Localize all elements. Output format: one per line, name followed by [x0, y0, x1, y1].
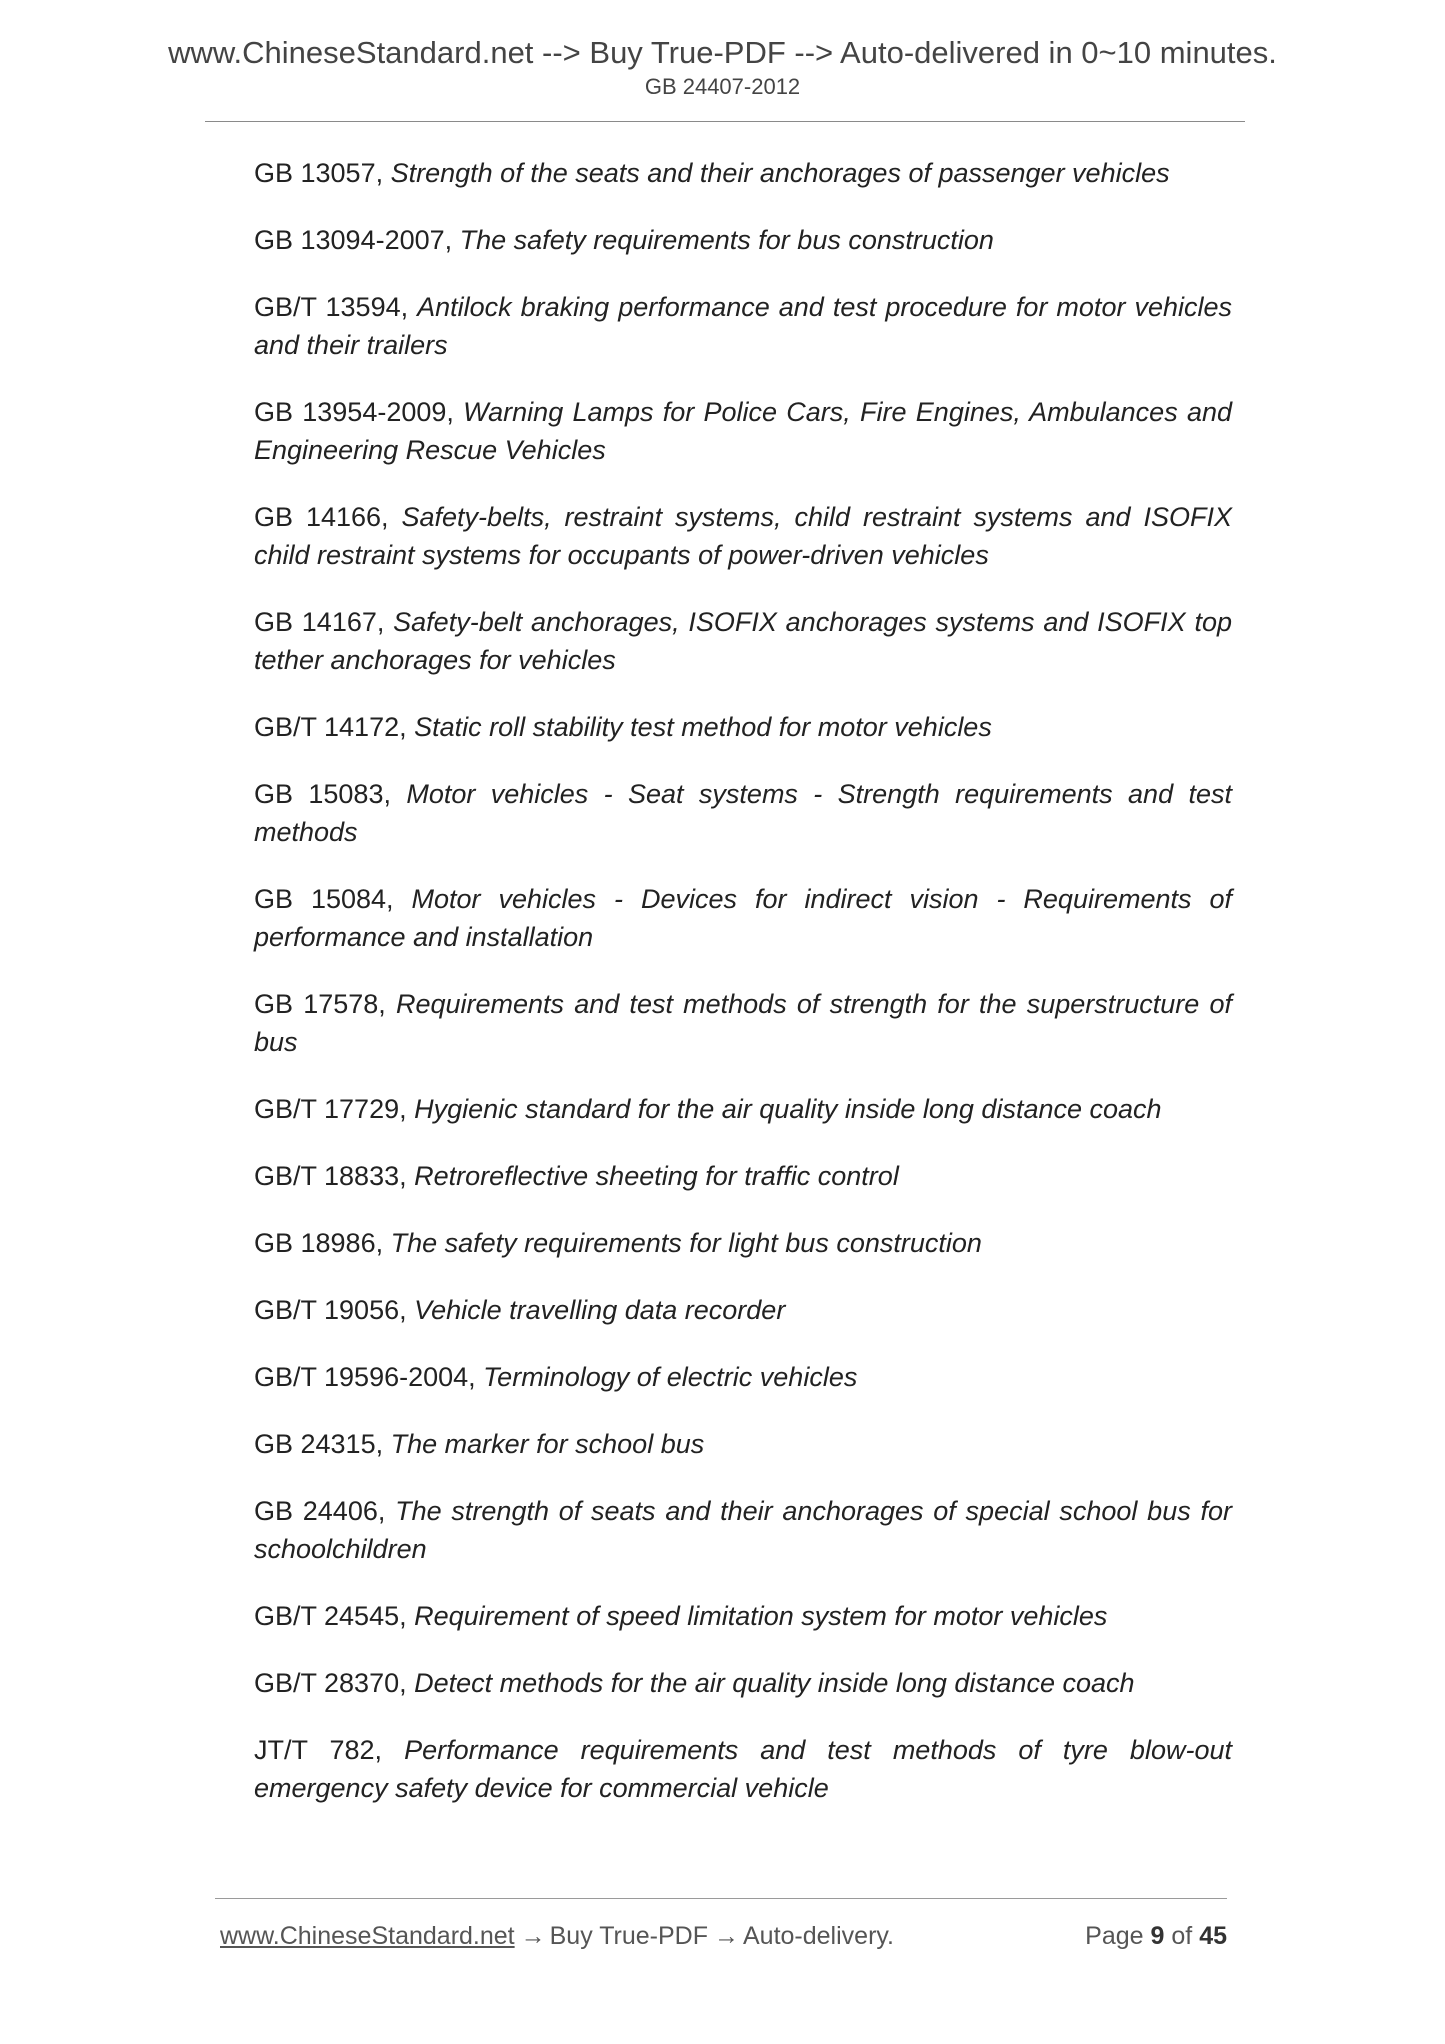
reference-code: GB/T 24545,: [254, 1601, 415, 1631]
reference-title: Performance requirements and test methods of tyre blow-out emergency safety device for commercial vehicle: [254, 1735, 1232, 1803]
reference-item: [254, 880, 1232, 956]
reference-title: Vehicle travelling data recorder: [414, 1295, 786, 1325]
page-header: [0, 34, 1445, 101]
reference-code: GB 13094-2007,: [254, 225, 460, 255]
reference-item: [254, 1224, 1232, 1262]
arrow-right-icon: →: [520, 1922, 546, 1950]
reference-code: GB/T 18833,: [254, 1161, 415, 1191]
reference-item: [254, 603, 1232, 679]
reference-code: GB 24315,: [254, 1429, 391, 1459]
reference-title: Requirement of speed limitation system for motor vehicles: [414, 1601, 1108, 1631]
reference-title: Antilock braking performance and test procedure for motor vehicles and their trailers: [254, 292, 1232, 360]
reference-code: GB 14166,: [254, 502, 402, 532]
reference-item: [254, 498, 1232, 574]
page-number: [1085, 1918, 1227, 1954]
reference-title: Hygienic standard for the air quality inside long distance coach: [414, 1094, 1162, 1124]
reference-item: [254, 1090, 1232, 1128]
reference-item: [254, 708, 1232, 746]
reference-title: Retroreflective sheeting for traffic control: [414, 1161, 899, 1191]
reference-code: GB/T 14172,: [254, 712, 415, 742]
reference-item: [254, 1664, 1232, 1702]
reference-title: Detect methods for the air quality inside long distance coach: [414, 1668, 1135, 1698]
reference-title: The marker for school bus: [390, 1429, 705, 1459]
reference-code: GB 15083,: [254, 779, 407, 809]
reference-item: [254, 1597, 1232, 1635]
reference-code: GB 18986,: [254, 1228, 391, 1258]
reference-title: The safety requirements for light bus construction: [390, 1228, 982, 1258]
reference-code: GB/T 28370,: [254, 1668, 415, 1698]
reference-item: [254, 1425, 1232, 1463]
reference-item: [254, 1291, 1232, 1329]
arrow-right-icon: →: [714, 1922, 739, 1950]
reference-title: Requirements and test methods of strength for the superstructure of bus: [254, 989, 1232, 1057]
reference-item: [254, 393, 1232, 469]
page-total: 45: [1199, 1922, 1227, 1950]
reference-code: GB/T 19596-2004,: [254, 1362, 484, 1392]
header-divider: [205, 121, 1245, 122]
normative-references-list: [254, 154, 1232, 1836]
reference-code: GB/T 19056,: [254, 1295, 415, 1325]
reference-item: [254, 1157, 1232, 1195]
page-footer: [220, 1918, 1227, 1954]
of-label: of: [1171, 1922, 1193, 1950]
reference-title: Motor vehicles - Seat systems - Strength requirements and test methods: [254, 779, 1232, 847]
reference-title: Strength of the seats and their anchorages of passenger vehicles: [390, 158, 1170, 188]
reference-item: [254, 288, 1232, 364]
footer-promo: [220, 1918, 894, 1954]
reference-title: Warning Lamps for Police Cars, Fire Engines, Ambulances and Engineering Rescue Vehicles: [254, 397, 1232, 465]
reference-code: GB 13954-2009,: [254, 397, 464, 427]
reference-title: Motor vehicles - Devices for indirect vision - Requirements of performance and installation: [254, 884, 1232, 952]
reference-title: The safety requirements for bus construction: [459, 225, 994, 255]
reference-item: [254, 1731, 1232, 1807]
header-banner: www.ChineseStandard.net --> Buy True-PDF --> Auto-delivered in 0~10 minutes.: [168, 35, 1277, 70]
reference-item: [254, 1492, 1232, 1568]
footer-site-link[interactable]: www.ChineseStandard.net: [220, 1922, 515, 1950]
reference-title: Terminology of electric vehicles: [483, 1362, 858, 1392]
footer-delivery-text: Auto-delivery.: [743, 1922, 894, 1950]
reference-title: Safety-belt anchorages, ISOFIX anchorages systems and ISOFIX top tether anchorages for vehicles: [254, 607, 1232, 675]
reference-item: [254, 775, 1232, 851]
footer-buy-text: Buy True-PDF: [549, 1922, 708, 1950]
reference-title: The strength of seats and their anchorages of special school bus for schoolchildren: [254, 1496, 1232, 1564]
reference-code: GB/T 13594,: [254, 292, 418, 322]
reference-code: JT/T 782,: [254, 1735, 405, 1765]
reference-title: Safety-belts, restraint systems, child restraint systems and ISOFIX child restraint systems for occupants of power-driven vehicles: [254, 502, 1232, 570]
reference-code: GB 15084,: [254, 884, 412, 914]
reference-title: Static roll stability test method for motor vehicles: [414, 712, 992, 742]
reference-code: GB 13057,: [254, 158, 391, 188]
footer-divider: [215, 1898, 1227, 1899]
reference-item: [254, 1358, 1232, 1396]
reference-item: [254, 221, 1232, 259]
reference-item: [254, 154, 1232, 192]
reference-code: GB 17578,: [254, 989, 396, 1019]
reference-item: [254, 985, 1232, 1061]
page-label: Page: [1085, 1922, 1144, 1950]
header-doc-id: GB 24407-2012: [644, 74, 801, 99]
page-current: 9: [1150, 1922, 1165, 1950]
reference-code: GB/T 17729,: [254, 1094, 415, 1124]
reference-code: GB 24406,: [254, 1496, 396, 1526]
reference-code: GB 14167,: [254, 607, 394, 637]
